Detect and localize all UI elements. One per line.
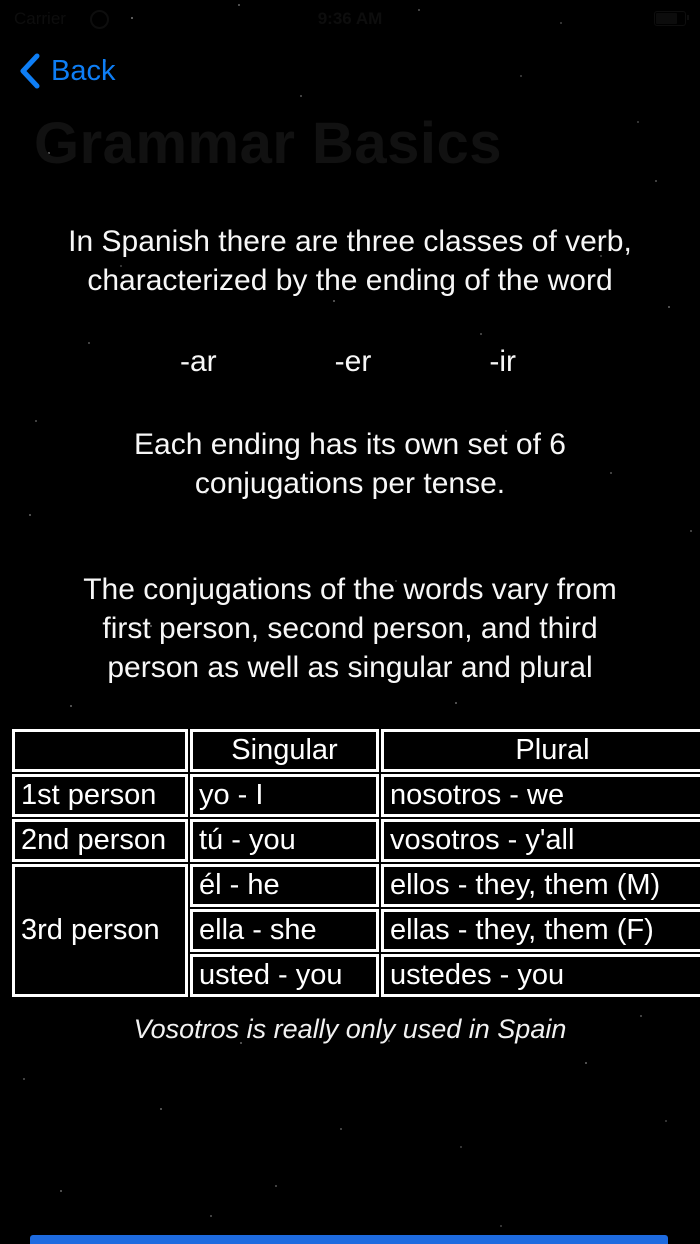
chevron-left-icon <box>18 52 42 90</box>
carrier-label: Carrier <box>14 9 66 28</box>
cell-singular: yo - I <box>190 774 379 817</box>
ending-ar: -ar <box>180 345 217 378</box>
status-bar <box>0 8 700 30</box>
table-row <box>12 774 700 817</box>
cell-person: 2nd person <box>12 819 188 862</box>
cell-plural: vosotros - y'all <box>381 819 700 862</box>
cell-plural: ustedes - you <box>381 954 700 997</box>
conjugation-line-2: first person, second person, and third <box>102 612 598 645</box>
conjugation-line-3: person as well as singular and plural <box>107 651 593 684</box>
intro-line-2: characterized by the ending of the word <box>87 264 613 297</box>
cell-plural: ellos - they, them (M) <box>381 864 700 907</box>
back-button[interactable] <box>18 52 115 90</box>
pronoun-table <box>10 727 700 999</box>
back-label: Back <box>51 54 116 87</box>
bottom-bar[interactable] <box>30 1235 668 1244</box>
verb-endings-row <box>180 345 516 379</box>
intro-line-1: In Spanish there are three classes of verb, <box>68 225 632 258</box>
cell-plural: ellas - they, them (F) <box>381 909 700 952</box>
header-person <box>12 729 188 772</box>
cell-singular: ella - she <box>190 909 379 952</box>
cell-singular: él - he <box>190 864 379 907</box>
page-title: Grammar Basics <box>34 111 503 176</box>
cell-singular: usted - you <box>190 954 379 997</box>
header-plural: Plural <box>381 729 700 772</box>
endings-line-2: conjugations per tense. <box>194 467 506 500</box>
battery-icon <box>654 11 686 26</box>
clock: 9:36 AM <box>317 9 383 28</box>
vosotros-note: Vosotros is really only used in Spain <box>133 1014 567 1044</box>
ending-er: -er <box>334 345 372 378</box>
background-noise <box>0 0 2 2</box>
cell-singular: tú - you <box>190 819 379 862</box>
table-row <box>12 819 700 862</box>
intro-paragraph <box>0 222 700 300</box>
header-singular: Singular <box>190 729 379 772</box>
table-header-row <box>12 729 700 772</box>
cell-person: 3rd person <box>12 864 188 997</box>
cell-plural: nosotros - we <box>381 774 700 817</box>
cell-person: 1st person <box>12 774 188 817</box>
endings-line-1: Each ending has its own set of 6 <box>134 428 566 461</box>
table-row <box>12 864 700 907</box>
conjugation-paragraph <box>0 570 700 687</box>
ending-ir: -ir <box>489 345 516 378</box>
endings-paragraph <box>0 425 700 503</box>
conjugation-line-1: The conjugations of the words vary from <box>83 573 617 606</box>
